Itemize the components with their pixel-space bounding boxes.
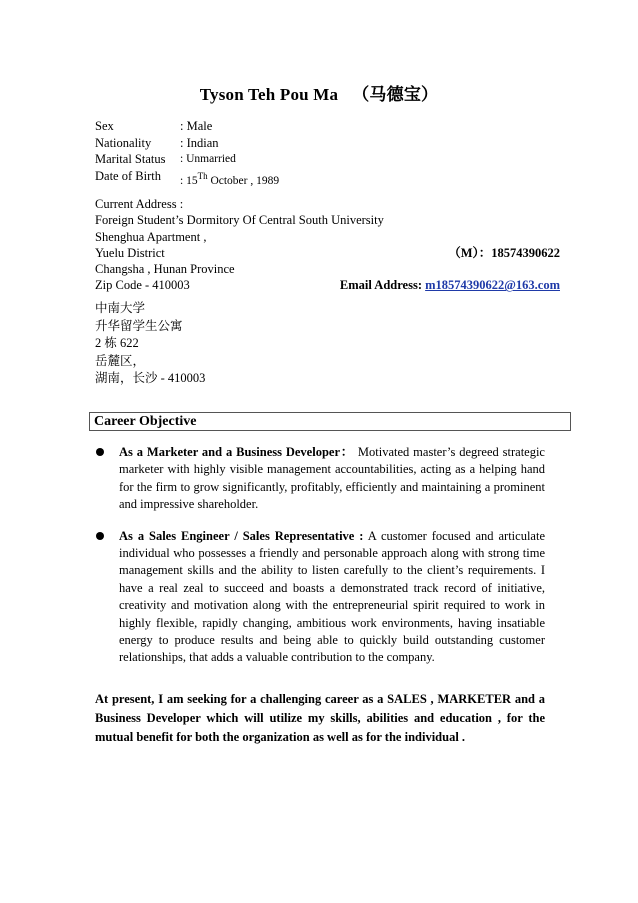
career-bullets	[95, 444, 545, 681]
address-line-4: Changsha , Hunan Province	[95, 262, 235, 277]
zip-email-row	[95, 277, 560, 293]
bullet-1-text: Motivated master’s degreed strategic marketer with highly visible management accountabilities, acting as a helping hand for the firm to grow significantly, profitably, efficiently and maintaining a prominent and impressive shareholder.	[119, 445, 545, 512]
bullet-2-text: A customer focused and articulate individual who possesses a friendly and personable approach along with strong time management skills and the ability to listen carefully to the client’s requirements. I have a real zeal to succeed and boasts a demonstrated track record of initiative, creativity and motivation along with the entrepreneurial spirit required to work in highly flexible, rapidly changing, ambitious work environments, having insatiable energy to produce results and being able to quickly build outstanding customer relationships, that adds a valuable contribution to the company.	[119, 528, 545, 665]
career-objective-heading: Career Objective	[89, 412, 571, 431]
address-line-2: Shenghua Apartment ,	[95, 229, 207, 244]
dob-label: Date of Birth	[95, 168, 161, 183]
email-label: Email Address:	[339, 278, 426, 293]
email-link[interactable]: m18574390622@163.com	[425, 278, 560, 293]
cn-address-line-5: 湖南，长沙 - 410003	[95, 371, 206, 385]
bullet-2-title: As a Sales Engineer / Sales Representative :	[119, 528, 364, 543]
cn-address-line-4: 岳麓区，	[95, 353, 146, 368]
address-line-3-row	[95, 245, 560, 261]
zip-code: Zip Code - 410003	[95, 278, 190, 293]
nationality-value: : Indian	[180, 135, 219, 150]
email-block	[340, 277, 560, 293]
address-heading: Current Address :	[95, 197, 184, 211]
bullet-dot-icon	[96, 532, 104, 540]
bullet-dot-icon	[96, 448, 104, 456]
name-chinese: （马德宝）	[352, 85, 439, 104]
closing-statement: At present, I am seeking for a challenging career as a SALES , MARKETER and a Business Developer which will utilize my skills, abilities and education , for the mutual benefit for both the organization as well as for the individual .	[95, 692, 545, 744]
info-row-nationality	[95, 135, 279, 152]
name-english: Tyson Teh Pou Ma	[199, 85, 339, 104]
address-line-1: Foreign Student’s Dormitory Of Central South University	[95, 213, 384, 228]
personal-info	[95, 118, 280, 187]
chinese-address	[95, 300, 205, 388]
current-address	[95, 196, 560, 294]
dob-superscript: Th	[197, 170, 208, 181]
cn-address-line-1: 中南大学	[95, 301, 146, 315]
nationality-label: Nationality	[95, 135, 152, 150]
dob-value	[180, 168, 279, 185]
sex-value: : Male	[180, 119, 213, 133]
address-line-3: Yuelu District	[95, 245, 165, 260]
dob-suffix: October , 1989	[207, 174, 280, 187]
cn-address-line-2: 升华留学生公寓	[95, 318, 183, 333]
info-row-sex	[95, 118, 279, 135]
mobile-number: （M）：18574390622	[448, 245, 560, 260]
marital-label: Marital Status	[95, 152, 166, 166]
bullet-1-title: As a Marketer and a Business Developer：	[119, 445, 355, 459]
marital-value: : Unmarried	[180, 153, 236, 165]
info-row-dob	[95, 168, 279, 185]
resume-title	[0, 80, 638, 105]
sex-label: Sex	[95, 119, 114, 133]
cn-address-line-3: 2 栋 622	[95, 336, 139, 350]
dob-prefix: : 15	[180, 174, 198, 187]
bullet-marketer	[95, 444, 545, 514]
bullet-sales-engineer	[95, 528, 545, 667]
info-row-marital	[95, 151, 279, 168]
